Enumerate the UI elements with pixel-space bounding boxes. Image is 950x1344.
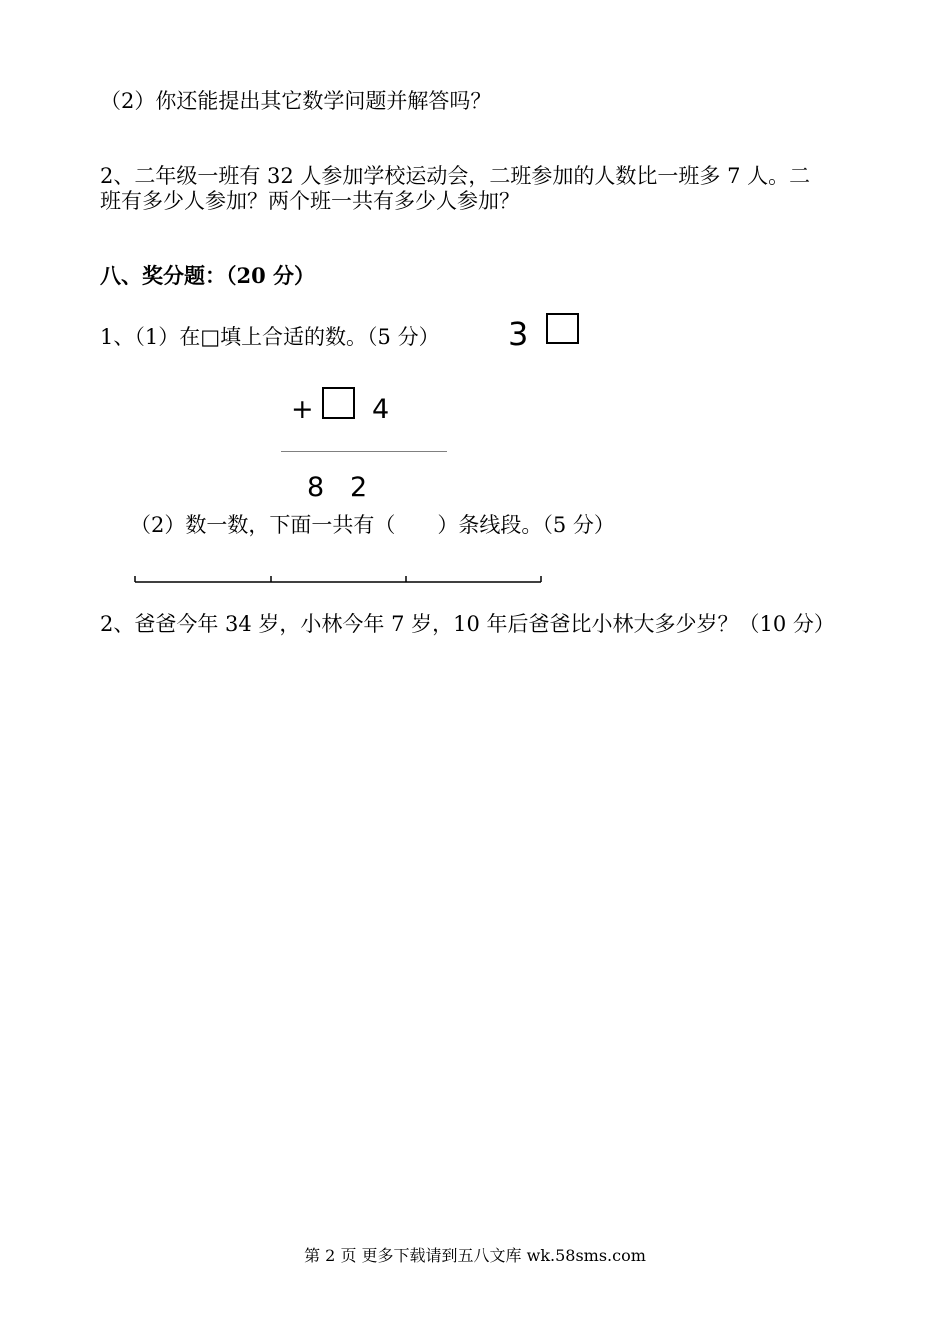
sub-question-2: （2）你还能提出其它数学问题并解答吗？ xyxy=(100,89,492,113)
bonus-1-part-1: 1、（1）在□填上合适的数。（5 分） xyxy=(100,325,440,349)
problem-2-line-2: 班有多少人参加？两个班一共有多少人参加？ xyxy=(100,189,520,213)
section-8-heading: 八、奖分题：（20 分） xyxy=(100,263,316,288)
bonus-1-part-2: （2）数一数，下面一共有（ ）条线段。（5 分） xyxy=(130,513,615,537)
addend-top-digit: 3 xyxy=(508,315,529,353)
plus-sign: + xyxy=(291,394,314,425)
answer-box-top[interactable] xyxy=(546,313,579,344)
problem-2-line-1: 2、二年级一班有 32 人参加学校运动会，二班参加的人数比一班多 7 人。二 xyxy=(100,164,811,188)
answer-box-bottom[interactable] xyxy=(322,387,355,419)
result-ones-digit: 2 xyxy=(350,472,368,503)
sum-line xyxy=(281,451,447,452)
result-tens-digit: 8 xyxy=(307,472,325,503)
bonus-2-question: 2、爸爸今年 34 岁，小林今年 7 岁，10 年后爸爸比小林大多少岁？（10 分） xyxy=(100,612,835,636)
addend-bottom-digit: 4 xyxy=(372,394,390,425)
page-footer: 第 2 页 更多下载请到五八文库 wk.58sms.com xyxy=(304,1246,646,1265)
